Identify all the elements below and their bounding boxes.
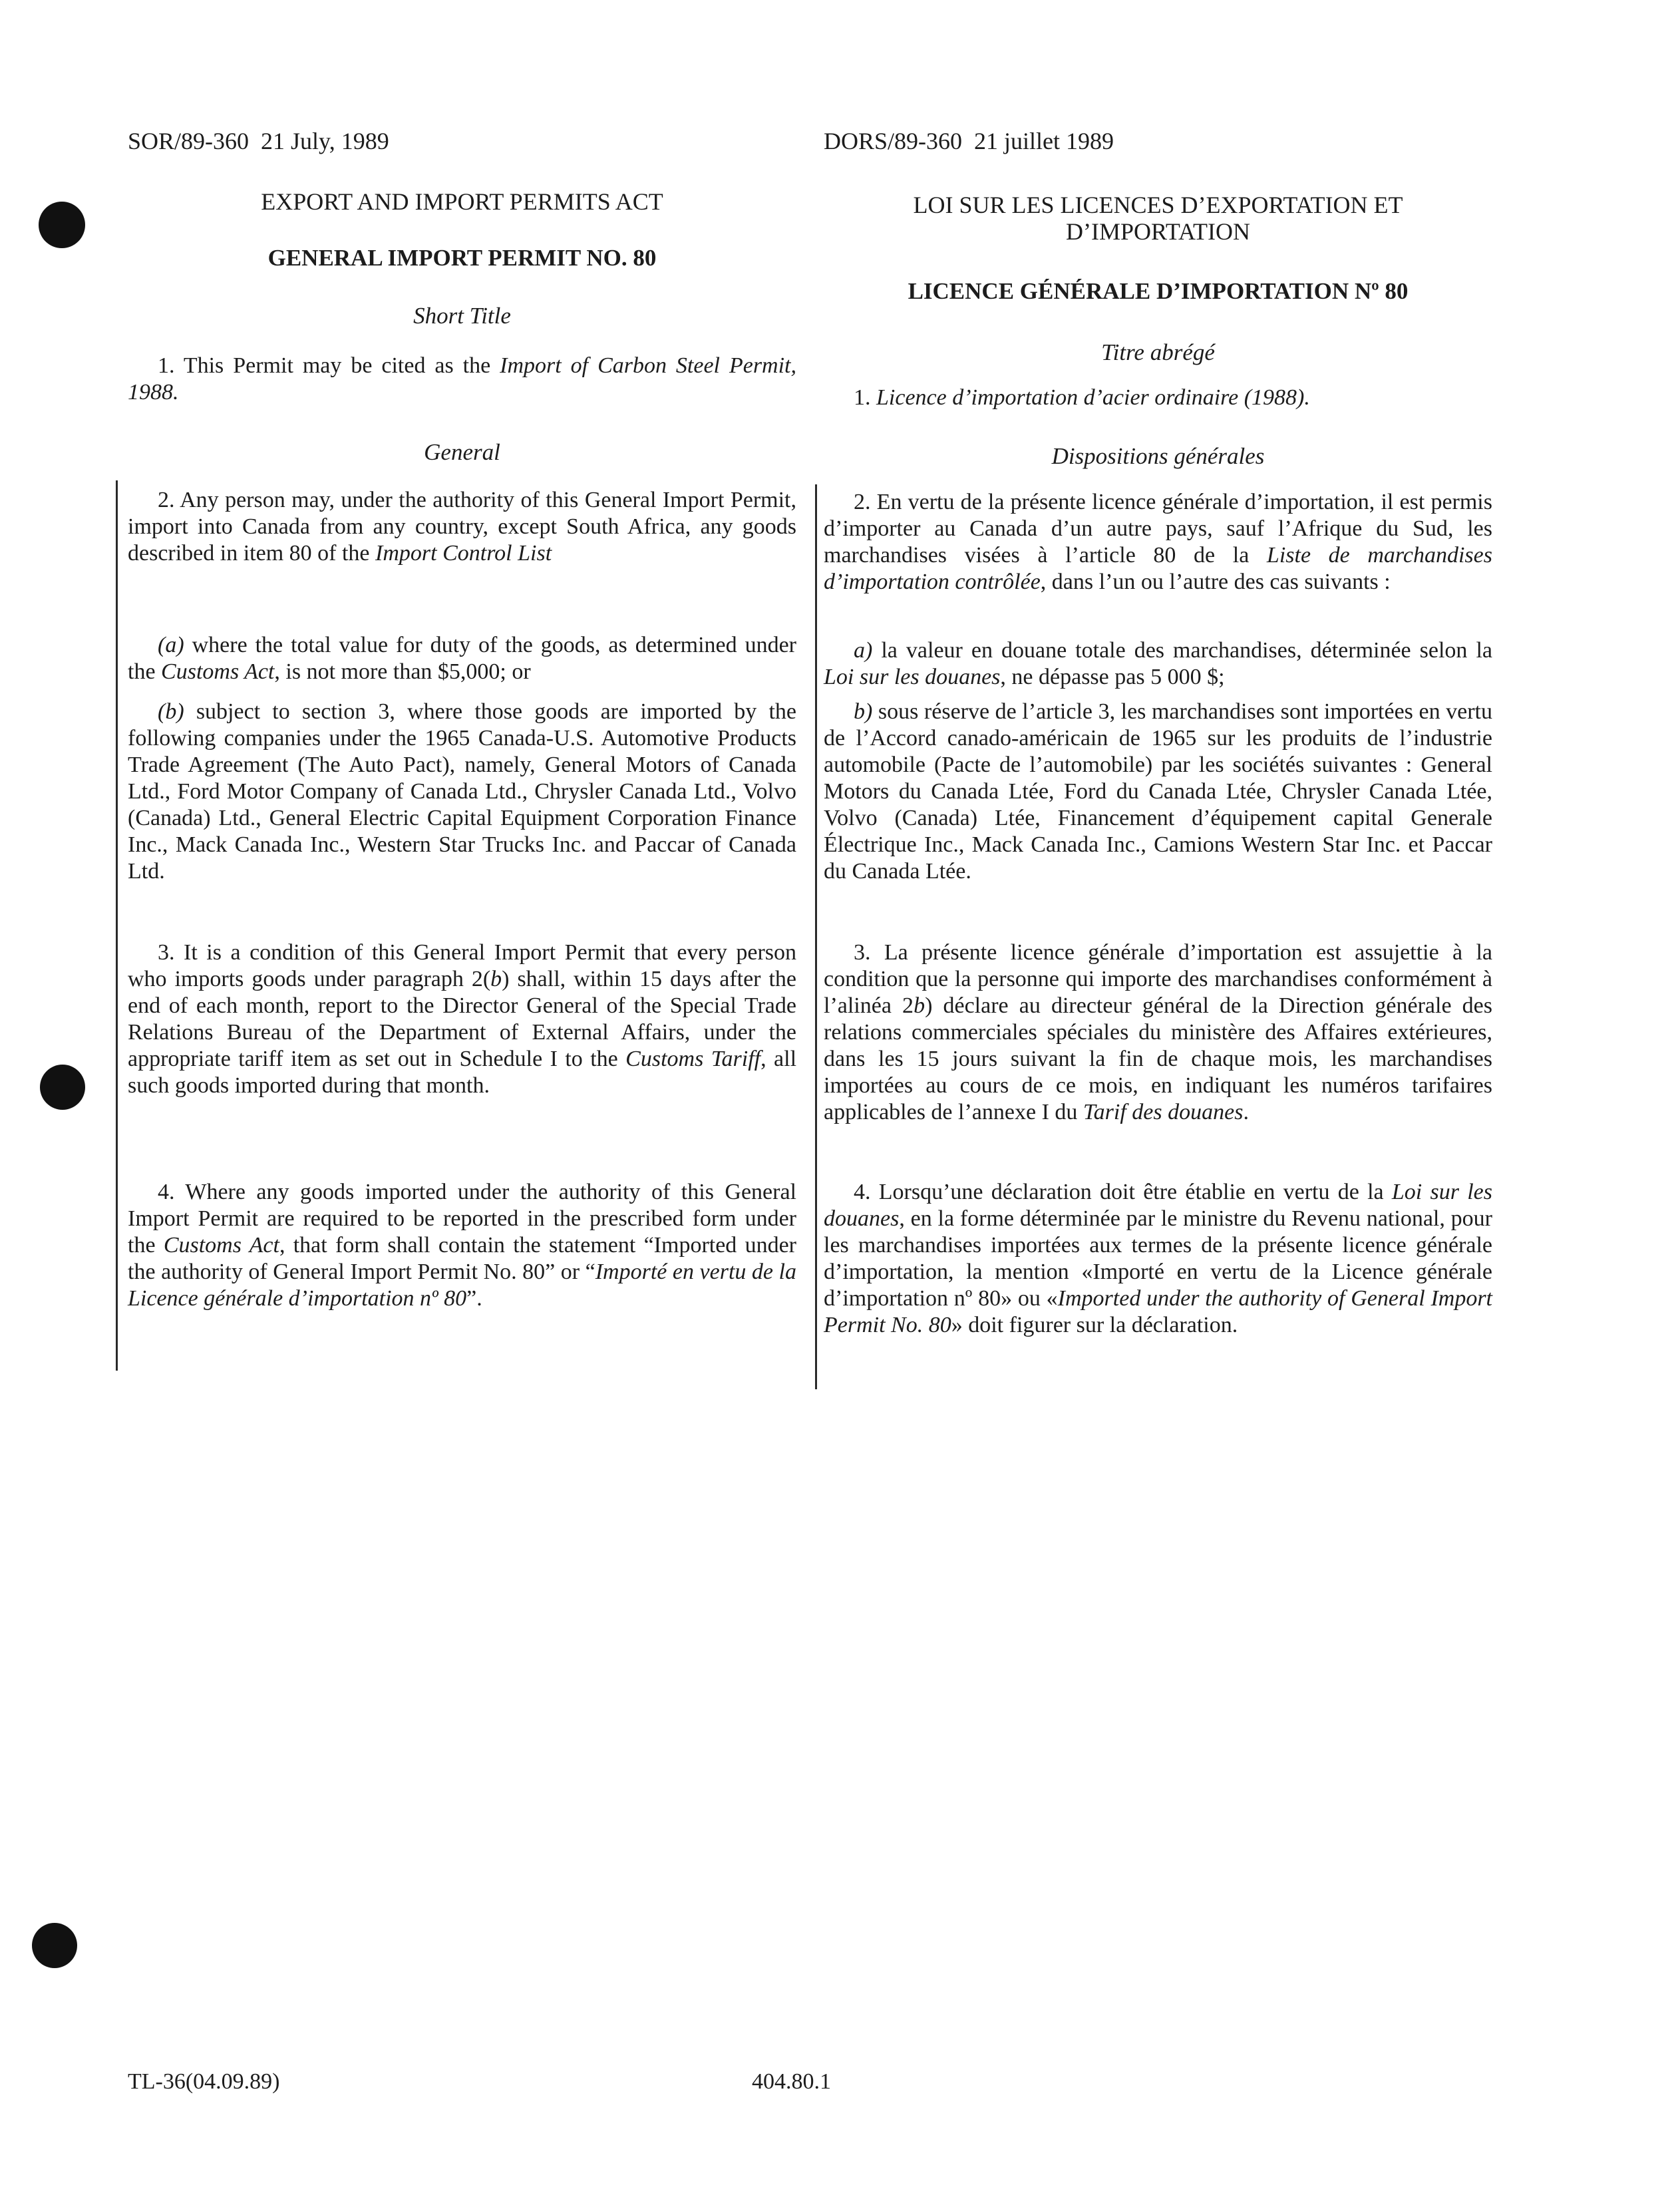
english-section-3: 3. It is a condition of this General Import Permit that every person who imports goods under paragraph 2(b) shall, within 15 days after the end of each month, report to the Director General of the Special Trade Relations Bureau of the Department of External Affairs, under the appropriate tariff item as set out in Schedule I to the Customs Tariff, all such goods imported during that month. — [128, 940, 797, 1098]
footer-page-number: 404.80.1 — [752, 2069, 831, 2094]
french-act-title-line-1: LOI SUR LES LICENCES D’EXPORTATION ET — [913, 192, 1403, 218]
french-section-2: 2. En vertu de la présente licence générale d’importation, il est permis d’importer au Canada d’un autre pays, sauf l’Afrique du Sud, les marchandises visées à l’article 80 de la Liste de marchandises d’importation contrôlée, dans l’un ou l’autre des cas suivants : — [824, 490, 1492, 594]
punch-hole-bottom — [32, 1923, 77, 1968]
french-section-4: 4. Lorsqu’une déclaration doit être établie en vertu de la Loi sur les douanes, en la forme déterminée par le ministre du Revenu national, pour les marchandises importées aux termes de la présente licence générale d’importation, la mention «Importé en vertu de la Licence générale d’importation nº 80» ou «Imported under the authority of General Import Permit No. 80» doit figurer sur la déclaration. — [824, 1180, 1492, 1337]
english-section-4: 4. Where any goods imported under the authority of this General Import Permit are required to be reported in the prescribed form under the Customs Act, that form shall contain the statement “Imported under the authority of General Import Permit No. 80” or “Importé en vertu de la Licence générale d’importation nº 80”. — [128, 1180, 796, 1311]
french-section-2-b: b) sous réserve de l’article 3, les marchandises sont importées en vertu de l’Accord canado-américain de 1965 sur les produits de l’industrie automobile (Pacte de l’automobile) par les sociétés suivantes : General Motors du Canada Ltée, Ford du Canada Ltée, Chrysler Canada Ltée, Volvo (Canada) Ltée, Financement d’équipement capital Generale Électrique Inc., Mack Canada Inc., Camions Western Star Inc. et Paccar du Canada Ltée. — [824, 699, 1492, 884]
french-act-title-line-2: D’IMPORTATION — [1066, 218, 1250, 245]
english-change-bar — [116, 480, 118, 1371]
footer-form-number: TL-36(04.09.89) — [128, 2069, 280, 2094]
punch-hole-middle — [40, 1065, 85, 1110]
french-section-3: 3. La présente licence générale d’importation est assujettie à la condition que la personne qui importe des marchandises conformément à l’alinéa 2b) déclare au directeur général de la Direction générale des relations commerciales spéciales du ministère des Affaires extérieures, dans les 15 jours suivant la fin de chaque mois, les marchandises importées au cours de ce mois, en indiquant les numéros tarifaires applicables de l’annexe I du Tarif des douanes. — [824, 940, 1493, 1124]
english-act-title: EXPORT AND IMPORT PERMITS ACT — [261, 188, 663, 215]
french-section-1: 1. Licence d’importation d’acier ordinaire (1988). — [854, 385, 1310, 410]
french-permit-title: LICENCE GÉNÉRALE D’IMPORTATION Nº 80 — [908, 278, 1409, 304]
french-heading-general: Dispositions générales — [1051, 443, 1265, 469]
english-section-2: 2. Any person may, under the authority of this General Import Permit, import into Canada from any country, except South Africa, any goods described in item 80 of the Import Control List — [128, 488, 796, 566]
english-heading-general: General — [424, 439, 500, 465]
french-header: DORS/89-360 21 juillet 1989 — [824, 128, 1114, 154]
french-change-bar — [815, 484, 817, 1389]
english-heading-short-title: Short Title — [413, 303, 511, 329]
english-section-2-b: (b) subject to section 3, where those goods are imported by the following companies under the 1965 Canada-U.S. Automotive Products Trade Agreement (The Auto Pact), namely, General Motors of Canada Ltd., Ford Motor Company of Canada Ltd., Chrysler Canada Ltd., Volvo (Canada) Ltd., General Electric Capital Equipment Corporation Finance Inc., Mack Canada Inc., Western Star Trucks Inc. and Paccar of Canada Ltd. — [128, 699, 796, 884]
english-header: SOR/89-360 21 July, 1989 — [128, 128, 389, 154]
punch-hole-top — [39, 202, 85, 248]
english-permit-title: GENERAL IMPORT PERMIT NO. 80 — [267, 245, 657, 271]
french-section-2-a: a) la valeur en douane totale des marchandises, déterminée selon la Loi sur les douanes, ne dépasse pas 5 000 $; — [824, 638, 1492, 689]
english-section-2-a: (a) where the total value for duty of the goods, as determined under the Customs Act, is not more than $5,000; or — [128, 633, 796, 684]
english-section-1: 1. This Permit may be cited as the Import of Carbon Steel Permit, 1988. — [128, 353, 796, 405]
french-heading-short-title: Titre abrégé — [1101, 339, 1215, 365]
